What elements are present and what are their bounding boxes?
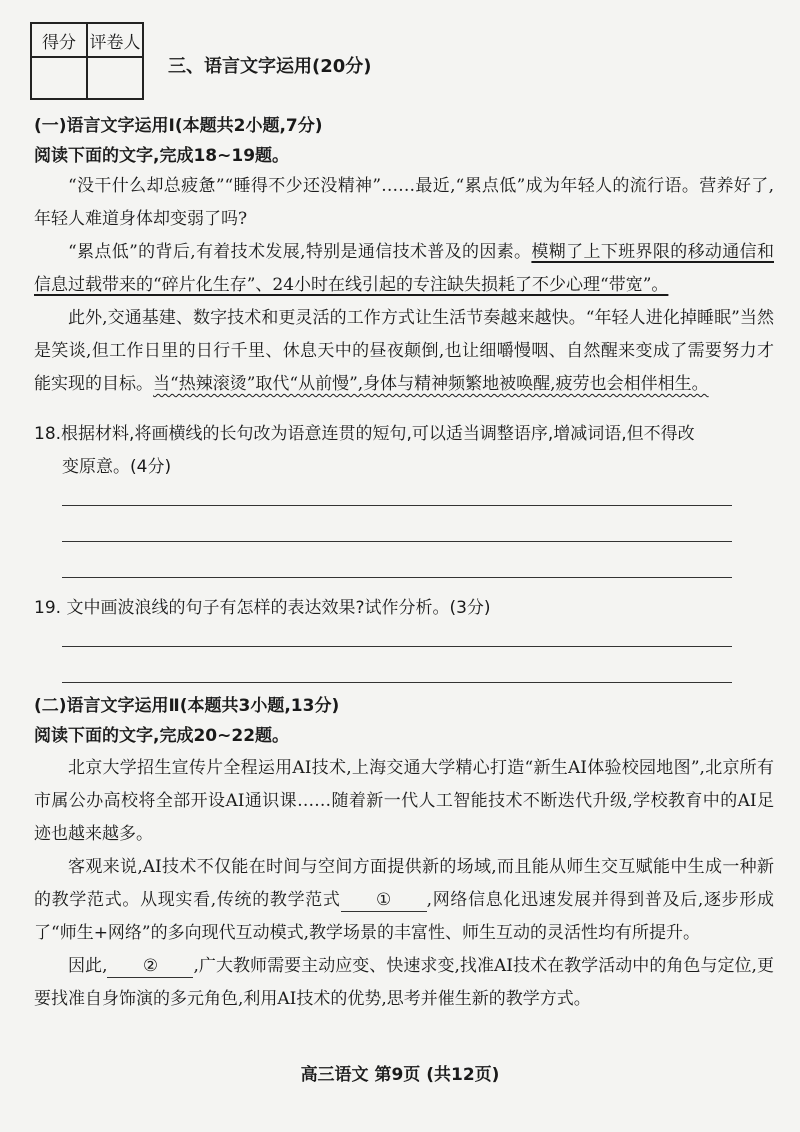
part2-paragraph-3-text-b: ,广大教师需要主动应变、快速求变,找准AI技术在教学活动中的角色与定位,更要找准自身饰演的多元角色,利用AI技术的优势,思考并催生新的教学方式。 (34, 956, 775, 1009)
answer-line-18-2[interactable] (62, 541, 732, 542)
part2-paragraph-3 (34, 950, 774, 1016)
score-cell (31, 57, 87, 99)
part1-paragraph-1: “没干什么却总疲惫”“睡得不少还没精神”……最近,“累点低”成为年轻人的流行语。营养好了,年轻人难道身体却变弱了吗? (34, 176, 774, 229)
part2-paragraph-3-text-a: 因此, (68, 956, 108, 976)
part1-paragraph-2 (34, 236, 774, 302)
part2-passage (34, 752, 774, 1016)
question-18 (34, 418, 774, 484)
part2-paragraph-2-text-b: ,网络信息化迅速发展并得到普及后,逐步形成了“师生+网络”的多向现代互动模式,教学场景的丰富性、师生互动的灵活性均有所提升。 (34, 890, 775, 943)
part1-paragraph-2-text: “累点低”的背后,有着技术发展,特别是通信技术普及的因素。 (68, 242, 532, 262)
page-footer: 高三语文 第9页 (共12页) (300, 1065, 500, 1085)
answer-line-19-2[interactable] (62, 682, 732, 683)
question-19-text: 19. 文中画波浪线的句子有怎样的表达效果?试作分析。(3分) (34, 598, 491, 618)
part1-instruction: 阅读下面的文字,完成18~19题。 (34, 146, 290, 166)
part1-paragraph-3-text: 此外,交通基建、数字技术和更灵活的工作方式让生活节奏越来越快。“年轻人进化掉睡眠”当然是笑谈,但工作日里的日行千里、休息天中的昼夜颠倒,也让细嚼慢咽、自然醒来变成了需要努力才能实现的目标。 (34, 308, 774, 394)
part2-paragraph-1: 北京大学招生宣传片全程运用AI技术,上海交通大学精心打造“新生AI体验校园地图”,北京所有市属公办高校将全部开设AI通识课……随着新一代人工智能技术不断迭代升级,学校教育中的AI足迹也越来越多。 (34, 758, 774, 844)
part1-heading: (一)语言文字运用Ⅰ(本题共2小题,7分) (34, 116, 323, 136)
wavy-underlined-sentence: 当“热辣滚烫”取代“从前慢”,身体与精神频繁地被唤醒,疲劳也会相伴相生。 (153, 374, 709, 394)
answer-line-18-3[interactable] (62, 577, 732, 578)
part2-instruction: 阅读下面的文字,完成20~22题。 (34, 726, 290, 746)
part2-heading: (二)语言文字运用Ⅱ(本题共3小题,13分) (34, 696, 340, 716)
grader-header: 评卷人 (87, 23, 143, 57)
part2-paragraph-2-text-a: 客观来说,AI技术不仅能在时间与空间方面提供新的场域,而且能从师生交互赋能中生成一种新的教学范式。从现实看,传统的教学范式 (34, 857, 774, 910)
score-header: 得分 (31, 23, 87, 57)
question-18-number: 18. (34, 424, 62, 444)
grader-cell (87, 57, 143, 99)
section-title: 三、语言文字运用(20分) (168, 56, 372, 77)
question-18-text-line1: 根据材料,将画横线的长句改为语意连贯的短句,可以适当调整语序,增减词语,但不得改 (61, 424, 695, 444)
answer-line-19-1[interactable] (62, 646, 732, 647)
question-19 (34, 592, 774, 625)
blank-1[interactable]: ① (341, 889, 427, 912)
underlined-long-sentence: 模糊了上下班界限的移动通信和信息过载带来的“碎片化生存”、24小时在线引起的专注缺失损耗了不少心理“带宽”。 (34, 242, 774, 295)
part2-paragraph-2 (34, 851, 774, 950)
question-18-text-line2: 变原意。(4分) (62, 457, 172, 477)
blank-2[interactable]: ② (107, 955, 193, 978)
answer-line-18-1[interactable] (62, 505, 732, 506)
part1-paragraph-3 (34, 302, 774, 401)
part2-heading-block (34, 692, 774, 752)
part1-heading-block (34, 112, 774, 172)
score-box (30, 22, 144, 100)
part1-passage (34, 170, 774, 401)
